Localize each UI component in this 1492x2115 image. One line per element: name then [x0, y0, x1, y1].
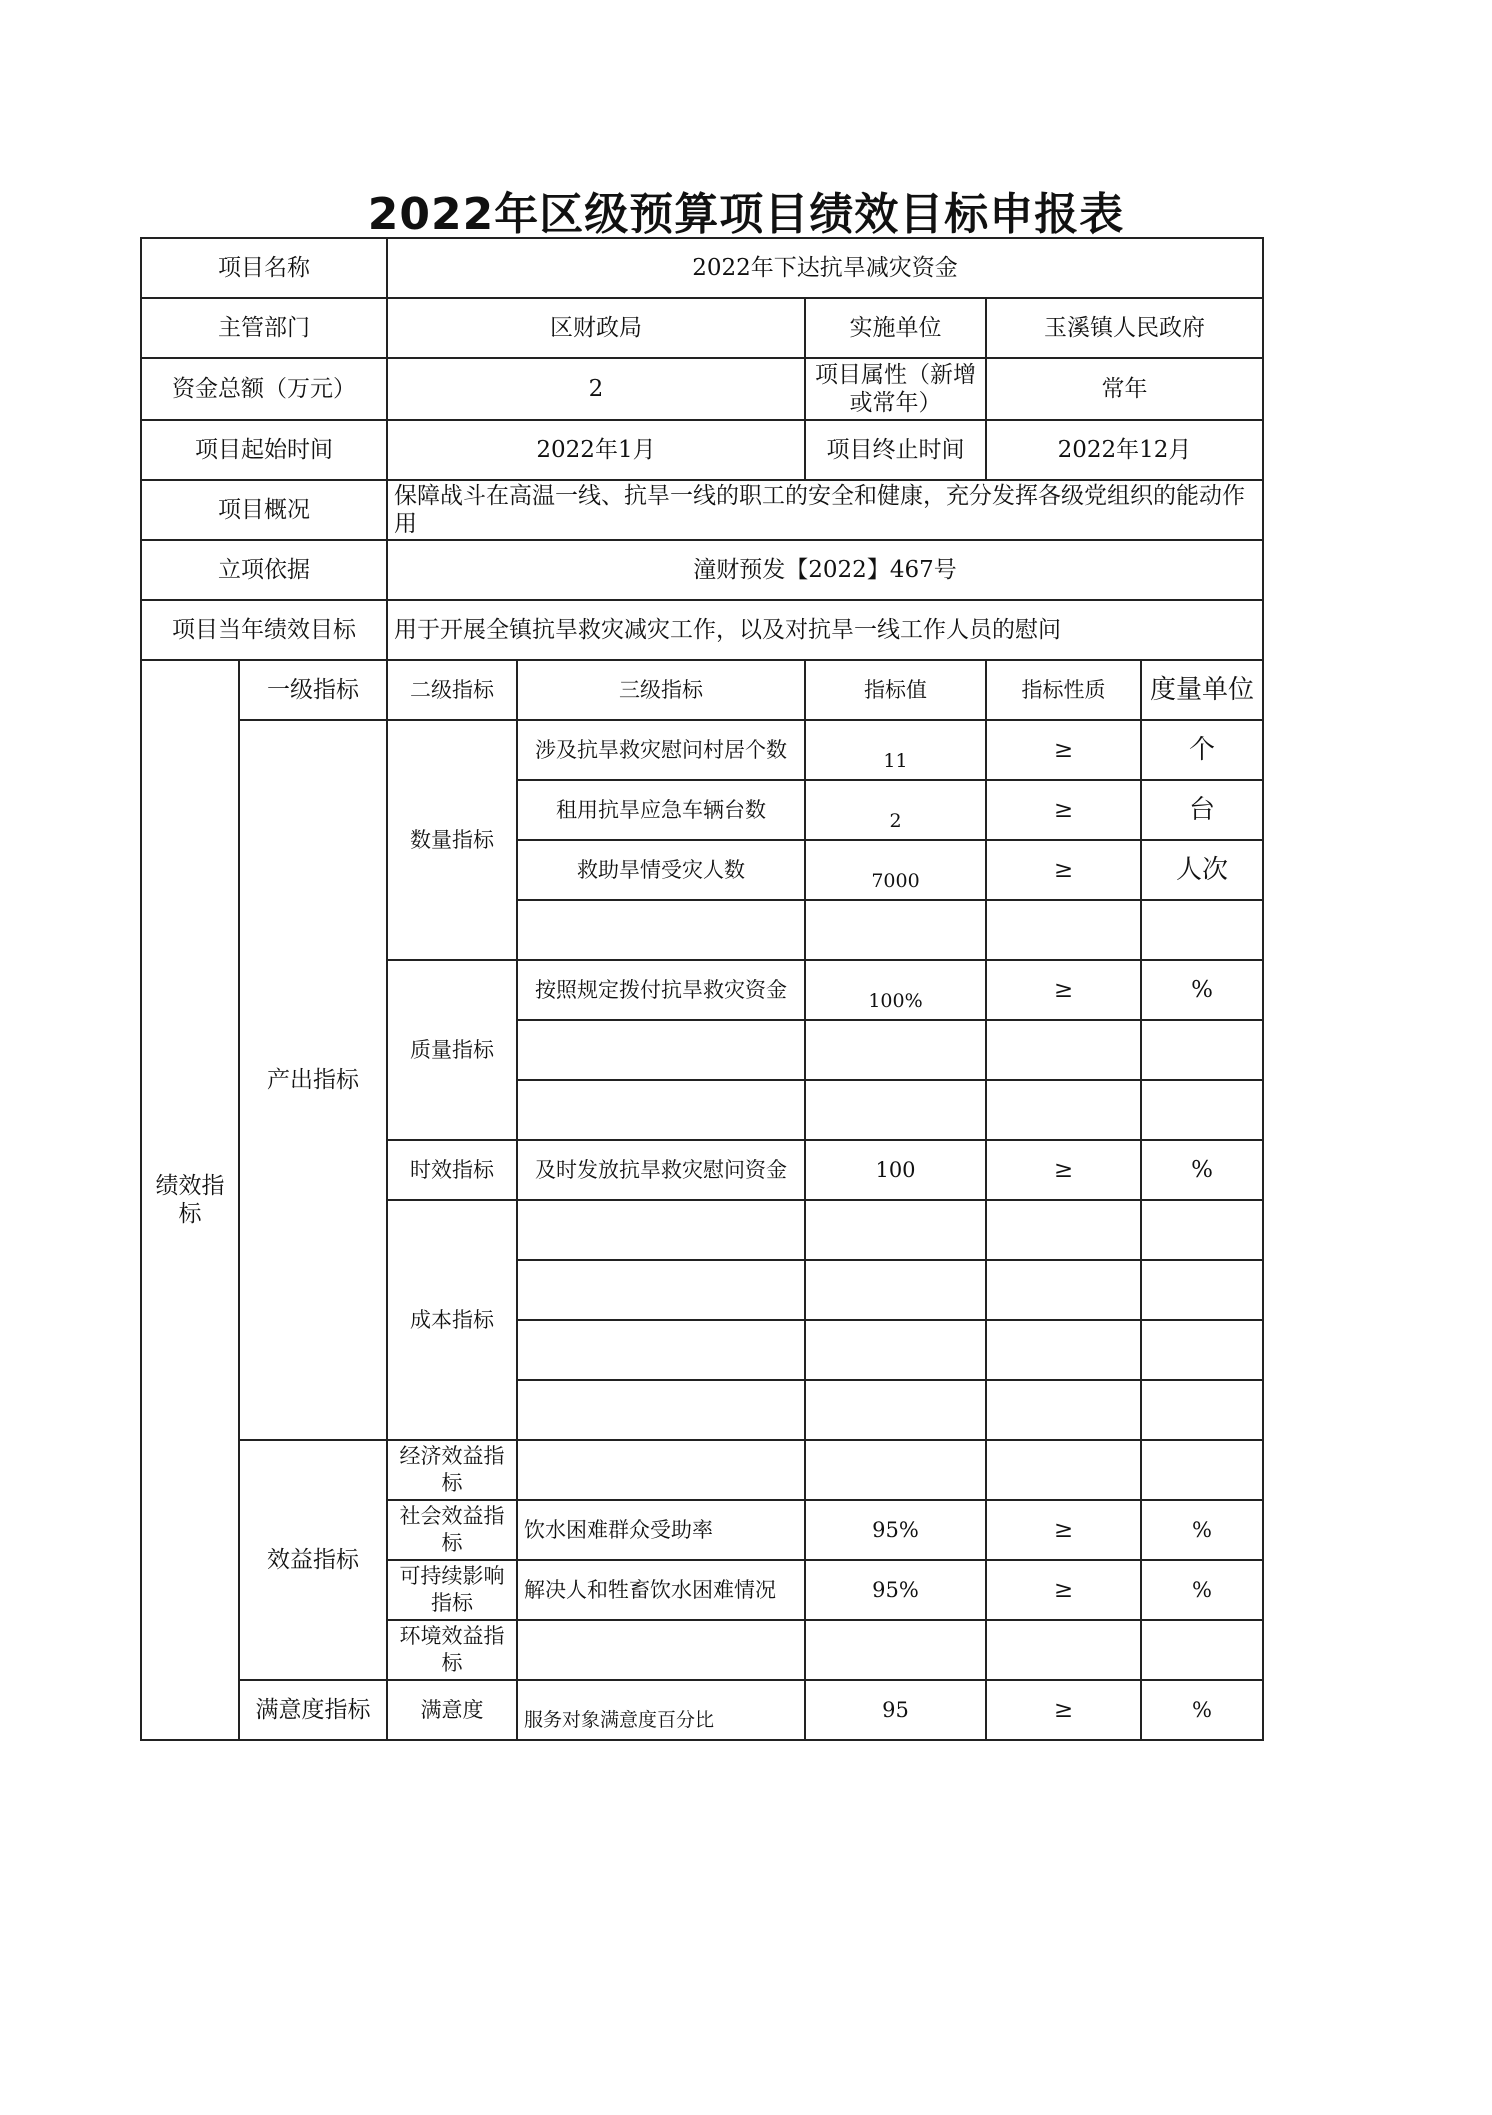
- page-title: 2022年区级预算项目绩效目标申报表: [367, 189, 1125, 240]
- indicator-nature: ≥: [986, 960, 1141, 1020]
- sub-timeliness: 时效指标: [387, 1140, 517, 1200]
- indicator-value: 100: [805, 1140, 986, 1200]
- header-value: 指标值: [805, 660, 986, 720]
- end-label: 项目终止时间: [805, 420, 986, 480]
- indicator-value: 100%: [805, 960, 986, 1020]
- dept-label: 主管部门: [141, 298, 387, 358]
- row-dept: [141, 298, 1263, 358]
- end-value: 2022年12月: [986, 420, 1263, 480]
- group-satisfaction: 满意度指标: [239, 1680, 387, 1740]
- indicator-name: 涉及抗旱救灾慰问村居个数: [517, 720, 805, 780]
- sub-social: 社会效益指标: [387, 1500, 517, 1560]
- sub-economic: 经济效益指标: [387, 1440, 517, 1500]
- indicator-name: 按照规定拨付抗旱救灾资金: [517, 960, 805, 1020]
- header-nature: 指标性质: [986, 660, 1141, 720]
- indicator-value: 95: [805, 1680, 986, 1740]
- project-name-label: 项目名称: [141, 238, 387, 298]
- indicator-unit: %: [1141, 1560, 1263, 1620]
- start-value: 2022年1月: [387, 420, 805, 480]
- indicator-unit: %: [1141, 960, 1263, 1020]
- header-unit: 度量单位: [1141, 660, 1263, 720]
- indicator-nature: ≥: [986, 1560, 1141, 1620]
- basis-value: 潼财预发【2022】467号: [387, 540, 1263, 600]
- indicator-nature: ≥: [986, 780, 1141, 840]
- row-goal: [141, 600, 1263, 660]
- table-row: [141, 1680, 1263, 1740]
- impl-value: 玉溪镇人民政府: [986, 298, 1263, 358]
- table-row: [141, 1440, 1263, 1500]
- row-funds: [141, 358, 1263, 420]
- indicator-value: 7000: [805, 840, 986, 900]
- indicator-name: 解决人和牲畜饮水困难情况: [517, 1560, 805, 1620]
- indicator-unit: 个: [1141, 720, 1263, 780]
- sub-satisfaction: 满意度: [387, 1680, 517, 1740]
- sub-env: 环境效益指标: [387, 1620, 517, 1680]
- indicator-nature: ≥: [986, 840, 1141, 900]
- dept-value: 区财政局: [387, 298, 805, 358]
- indicator-value: 95%: [805, 1560, 986, 1620]
- indicator-unit: %: [1141, 1140, 1263, 1200]
- sub-cost: 成本指标: [387, 1200, 517, 1440]
- indicator-name: 租用抗旱应急车辆台数: [517, 780, 805, 840]
- funds-label: 资金总额（万元）: [141, 358, 387, 420]
- indicator-unit: 台: [1141, 780, 1263, 840]
- group-benefit: 效益指标: [239, 1440, 387, 1680]
- header-level2: 二级指标: [387, 660, 517, 720]
- indicator-value: 95%: [805, 1500, 986, 1560]
- impl-label: 实施单位: [805, 298, 986, 358]
- row-project-name: [141, 238, 1263, 298]
- indicator-name: 及时发放抗旱救灾慰问资金: [517, 1140, 805, 1200]
- sub-sustain: 可持续影响指标: [387, 1560, 517, 1620]
- indicator-unit: 人次: [1141, 840, 1263, 900]
- performance-form-table: [140, 237, 1264, 1741]
- indicator-value: 2: [805, 780, 986, 840]
- indicator-header-row: [141, 660, 1263, 720]
- indicator-nature: ≥: [986, 1140, 1141, 1200]
- row-basis: [141, 540, 1263, 600]
- indicator-nature: ≥: [986, 1680, 1141, 1740]
- overview-label: 项目概况: [141, 480, 387, 540]
- indicator-unit: %: [1141, 1500, 1263, 1560]
- basis-label: 立项依据: [141, 540, 387, 600]
- funds-value: 2: [387, 358, 805, 420]
- overview-value: 保障战斗在高温一线、抗旱一线的职工的安全和健康，充分发挥各级党组织的能动作用: [387, 480, 1263, 540]
- goal-value: 用于开展全镇抗旱救灾减灾工作，以及对抗旱一线工作人员的慰问: [387, 600, 1263, 660]
- attr-label: 项目属性（新增或常年）: [805, 358, 986, 420]
- indicator-name: 救助旱情受灾人数: [517, 840, 805, 900]
- row-overview: [141, 480, 1263, 540]
- attr-value: 常年: [986, 358, 1263, 420]
- sub-quantity: 数量指标: [387, 720, 517, 960]
- indicator-name: 饮水困难群众受助率: [517, 1500, 805, 1560]
- row-dates: [141, 420, 1263, 480]
- indicator-value: 11: [805, 720, 986, 780]
- header-level1: 一级指标: [239, 660, 387, 720]
- table-row: [141, 720, 1263, 780]
- project-name-value: 2022年下达抗旱减灾资金: [387, 238, 1263, 298]
- sub-quality: 质量指标: [387, 960, 517, 1140]
- indicator-nature: ≥: [986, 720, 1141, 780]
- header-level3: 三级指标: [517, 660, 805, 720]
- indicator-nature: ≥: [986, 1500, 1141, 1560]
- indicator-name: 服务对象满意度百分比: [517, 1680, 805, 1740]
- indicator-unit: %: [1141, 1680, 1263, 1740]
- perf-indicator-label: 绩效指标: [141, 660, 239, 1740]
- goal-label: 项目当年绩效目标: [141, 600, 387, 660]
- start-label: 项目起始时间: [141, 420, 387, 480]
- group-output: 产出指标: [239, 720, 387, 1440]
